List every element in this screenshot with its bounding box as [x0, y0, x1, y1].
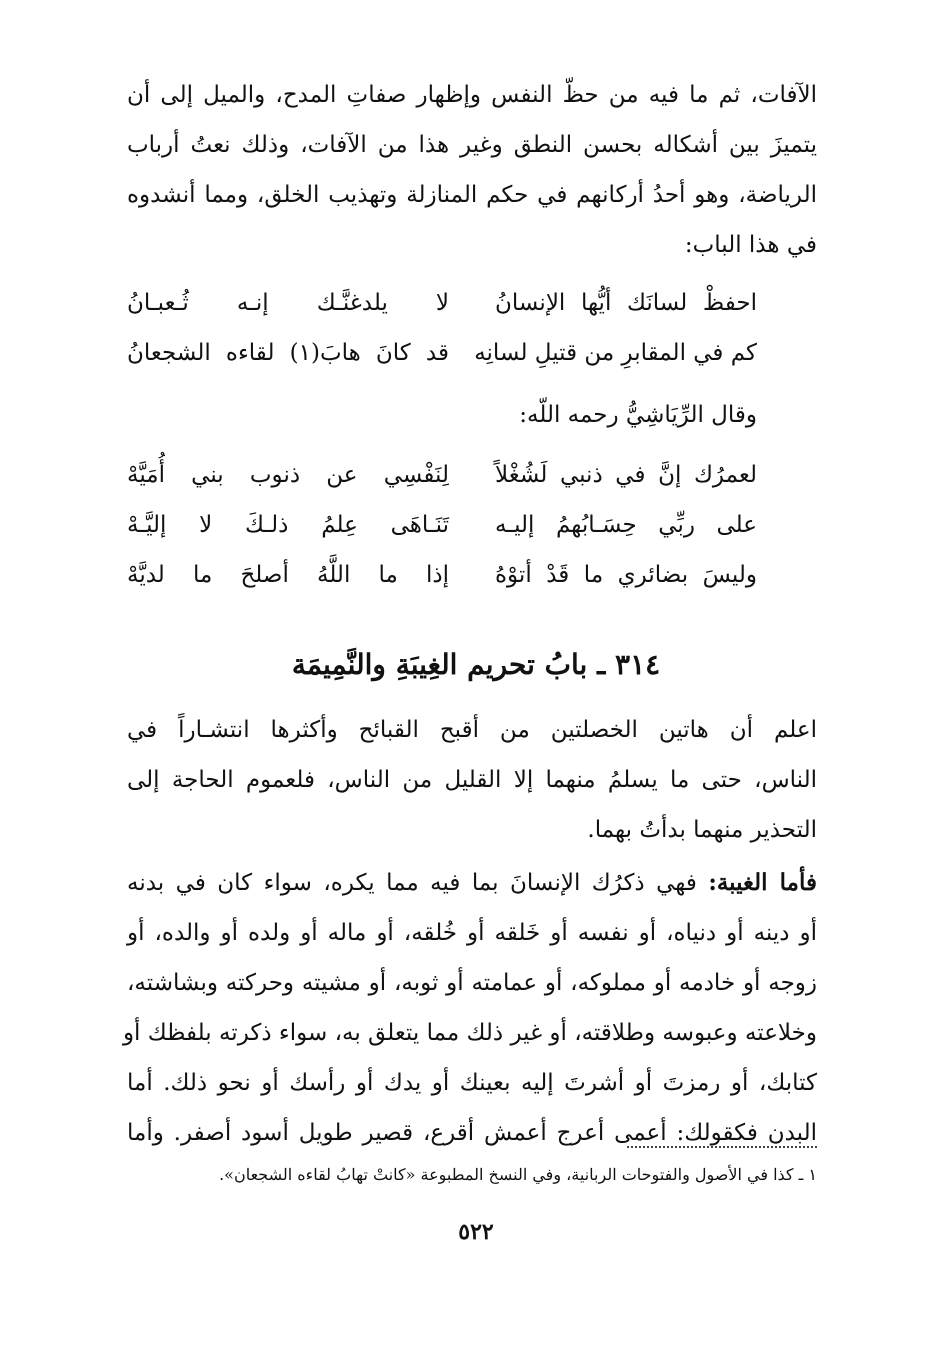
text-line: في هذا الباب: — [684, 232, 817, 258]
verse-second-hemistich: لِنَفْسِي عن ذنوب بني أُمَيَّهْ — [127, 462, 449, 488]
text-line: كتابك، أو رمزتَ أو أشرتَ إليه بعينك أو يدك أو رأسك أو نحو ذلك. أما — [127, 1070, 817, 1096]
ghiba-lead-term: فأما الغيبة: — [708, 869, 817, 896]
text-line: التحذير منهما بدأتُ بهما. — [587, 817, 817, 843]
text-line: وخلاعته وعبوسه وطلاقته، أو غير ذلك مما يتعلق به، سواء ذكرته بلفظك أو — [122, 1020, 817, 1046]
verse-first-hemistich: لعمرُك إنَّ في ذنبي لَشُغْلاً — [495, 462, 757, 488]
ghiba-first-line-rest: فهي ذكرُك الإنسانَ بما فيه مما يكره، سواء كان في بدنه — [127, 870, 709, 896]
poem-tongue — [127, 278, 817, 378]
paragraph-ghiba-definition — [122, 858, 817, 1158]
footnote-separator — [627, 1146, 817, 1148]
verse-first-hemistich: على ربِّي حِسَـابُهمُ إليـه — [495, 512, 757, 538]
text-line: اعلم أن هاتين الخصلتين من أقبح القبائح وأكثرها انتشـاراً في — [127, 717, 817, 743]
text-line: يتميزَ بين أشكاله بحسن النطق وغير هذا من الآفات، وذلك نعتُ أرباب — [127, 132, 817, 158]
verse-line — [127, 278, 817, 328]
verse-first-hemistich: احفظْ لسانَك أيُّها الإنسانُ — [495, 290, 757, 316]
poem-riyashi — [127, 450, 817, 600]
verse-line — [127, 550, 817, 600]
verse-line — [127, 500, 817, 550]
text-line: زوجه أو خادمه أو مملوكه، أو عمامته أو ثوبه، أو مشيته وحركته وبشاشته، — [127, 970, 817, 996]
text-line — [127, 858, 817, 908]
chapter-heading: ٣١٤ ـ بابُ تحريم الغِيبَةِ والنَّمِيمَة — [291, 648, 661, 681]
verse-first-hemistich: كم في المقابرِ من قتيلِ لسانِه — [474, 340, 757, 366]
verse-line — [127, 328, 817, 378]
text-line: البدن فكقولك: أعمى أعرج أعمش أقرع، قصير طويل أسود أصفر. وأما — [127, 1120, 817, 1146]
footnote: ١ ـ كذا في الأصول والفتوحات الربانية، وفي النسخ المطبوعة «كانتْ تهابُ لقاءه الشجعان». — [219, 1165, 817, 1184]
page-number: ٥٢٢ — [458, 1219, 494, 1245]
verse-second-hemistich: تَنَـاهَى عِلمُ ذلـكَ لا إليَّـهْ — [127, 512, 449, 538]
text-line: الآفات، ثم ما فيه من حظّ النفس وإظهار صفاتِ المدح، والميل إلى أن — [127, 82, 817, 108]
text-line: الناس، حتى ما يسلمُ منهما إلا القليل من الناس، فلعموم الحاجة إلى — [127, 767, 817, 793]
verse-second-hemistich: إذا ما اللَّهُ أصلحَ ما لديَّهْ — [127, 562, 449, 588]
text-line: الرياضة، وهو أحدُ أركانهم في حكم المنازلة وتهذيب الخلق، ومما أنشدوه — [127, 182, 817, 208]
verse-second-hemistich: قد كانَ هابَ(١) لقاءه الشجعانُ — [127, 340, 449, 366]
verse-line — [127, 450, 817, 500]
verse-second-hemistich: لا يلدغنَّـك إنـه ثُـعبـانُ — [127, 290, 449, 316]
text-line: أو دينه أو دنياه، أو نفسه أو خَلقه أو خُلقه، أو ماله أو ولده أو والده، أو — [127, 920, 817, 946]
verse-first-hemistich: وليسَ بضائري ما قَدْ أتوْهُ — [495, 562, 757, 588]
paragraph-intro-chapter — [127, 705, 817, 855]
paragraph-afat — [127, 70, 817, 270]
poem-intro: وقال الرِّيَاشِيُّ رحمه اللّه: — [519, 402, 757, 428]
